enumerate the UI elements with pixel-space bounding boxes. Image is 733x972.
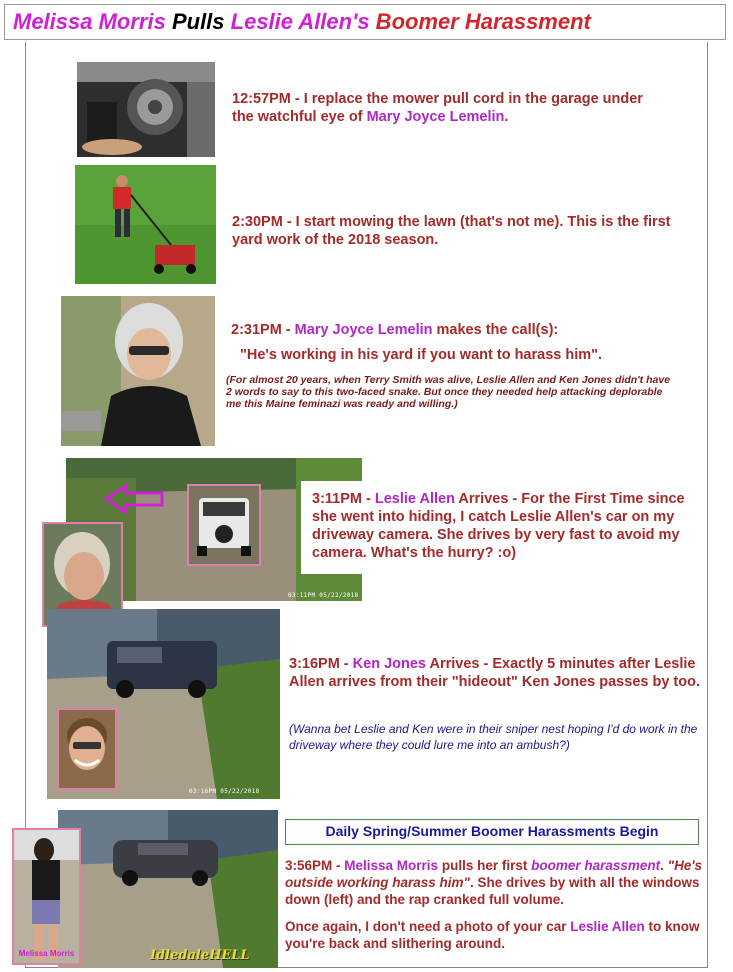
title-pulls: Pulls (165, 9, 231, 34)
arrow-left-icon (104, 484, 164, 514)
entry-2-text: 2:30PM - I start mowing the lawn (that's not me). This is the first yard work of the 2018 season. (232, 214, 671, 248)
entry-3-text: 2:31PM - Mary Joyce Lemelin makes the call(s): (231, 322, 559, 338)
title-boomer: Boomer Harassment (369, 9, 591, 34)
camera-timestamp-2: 03:16PM 05/22/2018 (189, 788, 260, 795)
title-leslie: Leslie Allen's (230, 9, 370, 34)
mary-joyce-lemelin-photo (61, 296, 215, 446)
melissa-morris-photo (12, 828, 81, 965)
entry-1-text: 12:57PM - I replace the mower pull cord in the garage under the watchful eye of Mary Joyce Lemelin. (232, 91, 643, 125)
entry-3-note: (For almost 20 years, when Terry Smith was alive, Leslie Allen and Ken Jones didn't have 2 words to say to this two-faced snake. But once they needed help attacking deplorable me this Maine feminazi was ready and willing.) (226, 374, 671, 410)
ken-jones-photo (57, 708, 117, 790)
entry-6-para2: Once again, I don't need a photo of your car Leslie Allen to know you're back and slithering around. (285, 919, 700, 951)
leslie-allen-car-inset (187, 484, 261, 566)
page-title (4, 4, 726, 40)
entry-4-text: 3:11PM - Leslie Allen Arrives - For the First Time since she went into hiding, I catch Leslie Allen's car on my driveway camera. She drives by very fast to avoid my camera. What's the hurry? :o) (312, 491, 685, 561)
camera-timestamp-1: 03:11PM 05/22/2018 (288, 592, 359, 599)
entry-3-quote: "He's working in his yard if you want to harass him". (240, 347, 603, 363)
entry-6-text: 3:56PM - Melissa Morris pulls her first boomer harassment. "He's outside working harass him". She drives by with all the windows down (left) and the rap cranked full volume. (285, 858, 703, 907)
man-mowing-photo (75, 165, 216, 284)
entry-5-note: (Wanna bet Leslie and Ken were in their sniper nest hoping I'd do work in the driveway where they could lure me into an ambush?) (289, 722, 698, 752)
watermark: IdledaleHELL (150, 948, 250, 963)
driveway-camera-photo-3 (58, 810, 278, 968)
mower-engine-photo (77, 62, 215, 157)
section-header: Daily Spring/Summer Boomer Harassments Begin (285, 819, 699, 845)
entry-5-text: 3:16PM - Ken Jones Arrives - Exactly 5 minutes after Leslie Allen arrives from their "hideout" Ken Jones passes by too. (289, 656, 700, 690)
melissa-photo-label: Melissa Morris (18, 949, 75, 958)
title-melissa: Melissa Morris (13, 9, 166, 34)
